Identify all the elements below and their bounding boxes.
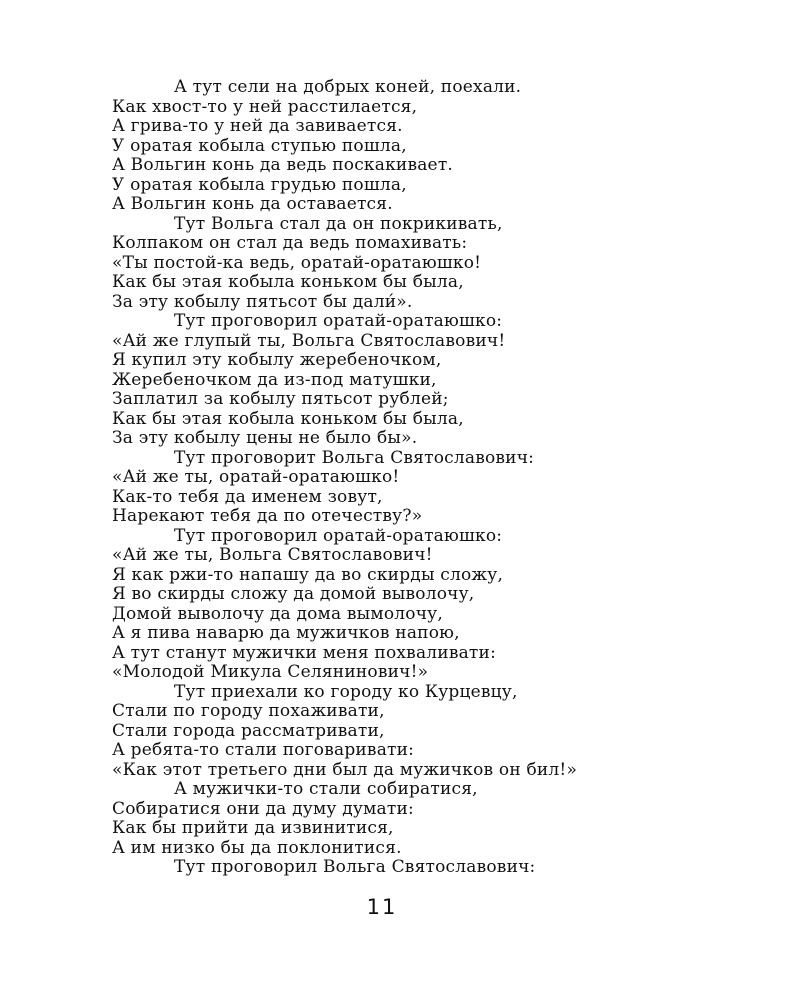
poem-line: А грива-то у ней да завивается. (112, 116, 403, 136)
poem-line: Домой выволочу да дома вымолочу, (112, 603, 443, 624)
poem-line: За эту кобылу цены не было бы». (112, 428, 418, 448)
poem-line: Тут проговорил оратай-оратаюшко: (174, 525, 503, 546)
poem-line: А ребята-то стали поговаривати: (112, 740, 415, 760)
page-number: 11 (366, 895, 398, 919)
poem-line: «Как этот третьего дни был да мужичков он бил!» (112, 759, 578, 780)
poem-line: Тут проговорил Вольга Святославович: (174, 857, 536, 877)
poem-line: Жеребеночком да из-под матушки, (112, 369, 437, 390)
poem-line: Заплатил за кобылу пятьсот рублей; (112, 389, 449, 409)
poem-line: «Ты постой-ка ведь, оратай-оратаюшко! (112, 252, 482, 273)
poem-line: Собиратися они да думу думати: (112, 798, 414, 819)
poem-line: Тут приехали ко городу ко Курцевцу, (174, 681, 518, 702)
poem-line: Стали города рассматривати, (112, 720, 385, 741)
poem-line: Стали по городу похаживати, (112, 701, 385, 721)
poem-line: Тут Вольга стал да он покрикивать, (174, 213, 503, 234)
poem-line: Нарекают тебя да по отечеству?» (112, 506, 423, 526)
poem-line: Я во скирды сложу да домой выволочу, (112, 584, 475, 604)
poem-text (112, 78, 712, 878)
poem-line: Тут проговорил оратай-оратаюшко: (174, 311, 503, 331)
poem-line: Колпаком он стал да ведь помахивать: (112, 233, 468, 253)
poem-line: У оратая кобыла грудью пошла, (112, 174, 407, 195)
poem-line: А я пива наварю да мужичков напою, (112, 623, 460, 643)
poem-line: Как-то тебя да именем зовут, (112, 486, 383, 507)
poem-line: За эту кобылу пятьсот бы дали́». (112, 291, 413, 312)
poem-line: А им низко бы да поклонитися. (112, 837, 402, 858)
poem-line: А тут станут мужички меня похваливати: (112, 642, 496, 663)
poem-line: Как хвост-то у ней расстилается, (112, 96, 418, 117)
poem-line: «Ай же ты, Вольга Святославович! (112, 545, 433, 565)
poem-line: «Ай же ты, оратай-оратаюшко! (112, 467, 400, 487)
poem-line: Тут проговорит Вольга Святославович: (174, 447, 535, 468)
poem-line: Как бы этая кобыла коньком бы была, (112, 408, 464, 429)
poem-line: Как бы прийти да извинитися, (112, 818, 394, 838)
poem-line: У оратая кобыла ступью пошла, (112, 135, 407, 156)
poem-line: А Вольгин конь да оставается. (112, 194, 393, 214)
poem-line: «Молодой Микула Селянинович!» (112, 662, 429, 682)
poem-line: А тут сели на добрых коней, поехали. (174, 77, 522, 97)
poem-line: Я купил эту кобылу жеребеночком, (112, 350, 442, 370)
poem-line: «Ай же глупый ты, Вольга Святославович! (112, 330, 506, 351)
poem-line: Как бы этая кобыла коньком бы была, (112, 272, 464, 292)
poem-line: Я как ржи-то напашу да во скирды сложу, (112, 564, 504, 585)
poem-line: А мужички-то стали собиратися, (174, 779, 478, 799)
poem-line: А Вольгин конь да ведь поскакивает. (112, 155, 454, 175)
